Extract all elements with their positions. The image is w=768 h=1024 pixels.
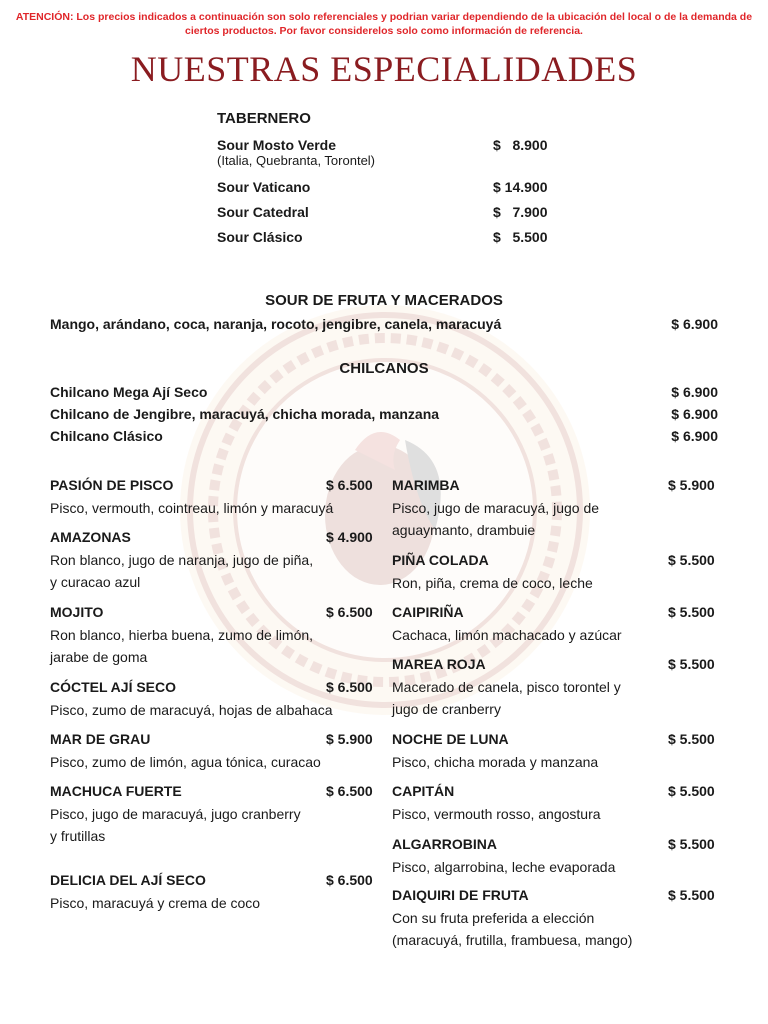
cocktail-description: Pisco, vermouth, cointreau, limón y maracuyá (50, 500, 334, 516)
cocktail-name: AMAZONAS (50, 529, 131, 545)
tabernero-item-name: Sour Vaticano (217, 179, 311, 195)
cocktail-description: Pisco, zumo de limón, agua tónica, curacao (50, 754, 321, 770)
cocktail-description: Cachaca, limón machacado y azúcar (392, 627, 622, 643)
cocktail-description: y curacao azul (50, 574, 141, 590)
cocktail-description: Macerado de canela, pisco torontel y (392, 679, 621, 695)
tabernero-item-price: $ 14.900 (493, 179, 548, 195)
cocktail-description: jugo de cranberry (392, 701, 501, 717)
cocktail-name: ALGARROBINA (392, 836, 497, 852)
tabernero-item-name: Sour Catedral (217, 204, 309, 220)
cocktail-description: Pisco, jugo de maracuyá, jugo cranberry (50, 806, 301, 822)
section-heading-tabernero: TABERNERO (217, 110, 311, 127)
cocktail-description: Pisco, maracuyá y crema de coco (50, 895, 261, 911)
cocktail-name: CAPITÁN (392, 783, 455, 799)
cocktail-price: $ 5.900 (326, 731, 373, 747)
page-title: NUESTRAS ESPECIALIDADES (130, 49, 638, 89)
item-price: $ 6.900 (671, 406, 718, 422)
section-heading-sour-fruta: SOUR DE FRUTA Y MACERADOS (265, 292, 503, 309)
item-price: $ 6.900 (671, 316, 718, 332)
cocktail-description: Pisco, vermouth rosso, angostura (392, 806, 601, 822)
cocktail-name: CÓCTEL AJÍ SECO (50, 679, 177, 695)
list-item (50, 316, 718, 332)
tabernero-item-price: $ 8.900 (493, 137, 548, 153)
cocktail-description: Ron blanco, hierba buena, zumo de limón, (50, 627, 314, 643)
cocktail-description: Con su fruta preferida a elección (392, 910, 595, 926)
list-item (50, 406, 718, 422)
cocktail-name: DAIQUIRI DE FRUTA (392, 887, 529, 903)
item-name: Chilcano de Jengibre, maracuyá, chicha morada, manzana (50, 406, 440, 422)
cocktail-price: $ 6.500 (326, 783, 373, 799)
cocktail-name: PIÑA COLADA (392, 552, 489, 568)
item-name: Chilcano Clásico (50, 428, 163, 444)
tabernero-item-note: (Italia, Quebranta, Torontel) (217, 153, 376, 168)
cocktail-price: $ 5.500 (668, 604, 715, 620)
item-price: $ 6.900 (671, 428, 718, 444)
cocktail-name: MAR DE GRAU (50, 731, 151, 747)
cocktail-description: Pisco, chicha morada y manzana (392, 754, 599, 770)
cocktail-price: $ 5.500 (668, 836, 715, 852)
cocktail-price: $ 5.500 (668, 783, 715, 799)
list-item (50, 428, 718, 444)
cocktail-price: $ 6.500 (326, 477, 373, 493)
cocktail-description: y frutillas (50, 828, 106, 844)
item-price: $ 6.900 (671, 384, 718, 400)
cocktail-price: $ 5.900 (668, 477, 715, 493)
cocktail-name: PASIÓN DE PISCO (50, 477, 174, 493)
cocktail-price: $ 6.500 (326, 679, 373, 695)
item-name: Mango, arándano, coca, naranja, rocoto, jengibre, canela, maracuyá (50, 316, 502, 332)
cocktail-price: $ 5.500 (668, 731, 715, 747)
cocktail-name: NOCHE DE LUNA (392, 731, 509, 747)
list-item (50, 384, 718, 400)
tabernero-item-price: $ 5.500 (493, 229, 548, 245)
cocktail-name: MARIMBA (392, 477, 460, 493)
cocktail-name: MACHUCA FUERTE (50, 783, 182, 799)
item-name: Chilcano Mega Ají Seco (50, 384, 208, 400)
cocktail-price: $ 6.500 (326, 604, 373, 620)
cocktail-price: $ 5.500 (668, 887, 715, 903)
cocktail-name: DELICIA DEL AJÍ SECO (50, 872, 206, 888)
cocktail-description: Pisco, jugo de maracuyá, jugo de (392, 500, 600, 516)
tabernero-item-price: $ 7.900 (493, 204, 548, 220)
section-heading-chilcanos: CHILCANOS (339, 360, 429, 377)
cocktail-description: Ron blanco, jugo de naranja, jugo de piña, (50, 552, 314, 568)
cocktail-description: Pisco, zumo de maracuyá, hojas de albahaca (50, 702, 333, 718)
cocktail-description: Ron, piña, crema de coco, leche (392, 575, 593, 591)
cocktail-name: CAIPIRIÑA (392, 604, 464, 620)
cocktail-description: Pisco, algarrobina, leche evaporada (392, 859, 616, 875)
cocktail-description: (maracuyá, frutilla, frambuesa, mango) (392, 932, 633, 948)
price-disclaimer: ATENCIÓN: Los precios indicados a continuación son solo referenciales y podrian variar dependiendo de la ubicación del local o de la demanda de ciertos productos. Por favor considerelos solo como información de referencia. (15, 11, 753, 37)
cocktail-price: $ 4.900 (326, 529, 373, 545)
tabernero-item-name: Sour Clásico (217, 229, 303, 245)
cocktail-price: $ 5.500 (668, 552, 715, 568)
cocktail-name: MOJITO (50, 604, 104, 620)
cocktail-description: aguaymanto, drambuie (392, 522, 536, 538)
cocktail-price: $ 6.500 (326, 872, 373, 888)
cocktail-name: MAREA ROJA (392, 656, 486, 672)
cocktail-price: $ 5.500 (668, 656, 715, 672)
cocktail-description: jarabe de goma (50, 649, 148, 665)
tabernero-item-name: Sour Mosto Verde (217, 137, 337, 153)
